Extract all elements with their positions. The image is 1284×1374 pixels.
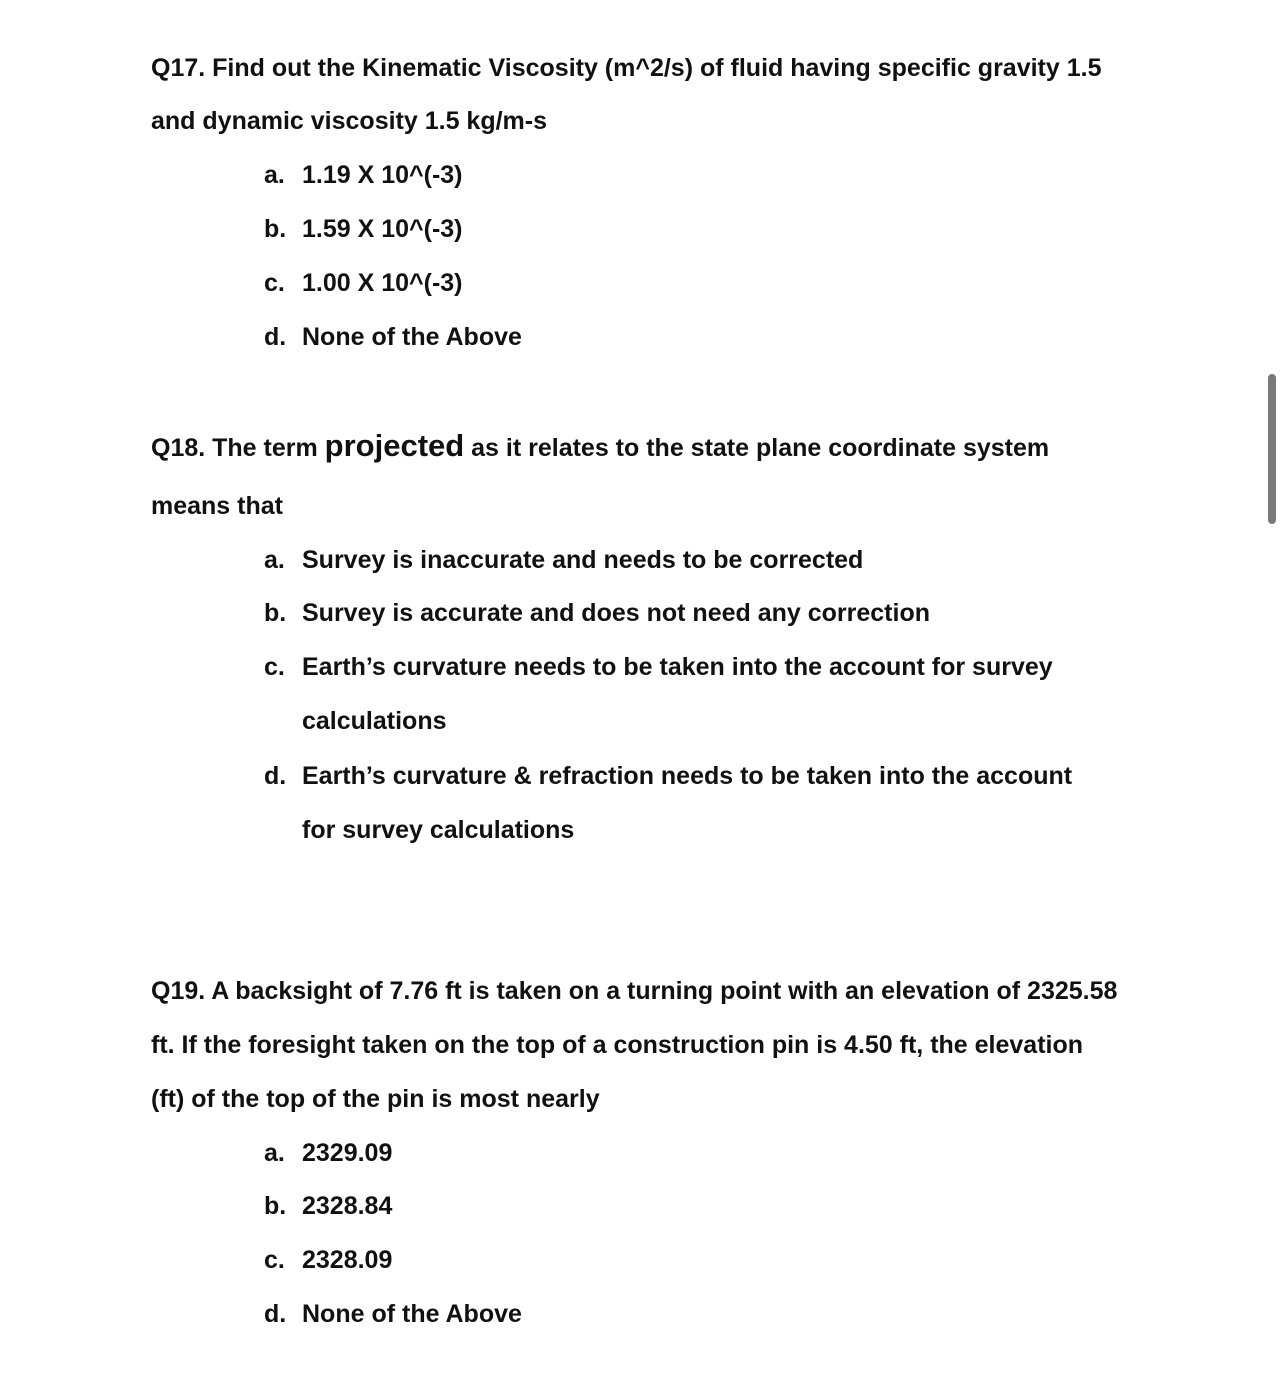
q19-stem-line1: Q19. A backsight of 7.76 ft is taken on a turning point with an elevation of 2325.58 xyxy=(151,977,1118,1005)
option-text: Earth’s curvature & refraction needs to be taken into the account xyxy=(302,762,1073,790)
option-letter: c. xyxy=(264,653,285,681)
option-letter: d. xyxy=(264,323,287,351)
option-letter: b. xyxy=(264,599,287,627)
option-text: None of the Above xyxy=(302,323,522,351)
q18-option-b xyxy=(264,599,930,627)
option-letter: a. xyxy=(264,1139,285,1167)
q17-option-c xyxy=(264,269,463,297)
q18-stem-emphasis: projected xyxy=(324,428,465,463)
q19-option-d xyxy=(264,1300,522,1328)
option-letter: d. xyxy=(264,1300,287,1328)
q18-option-c-continuation: calculations xyxy=(302,707,447,735)
option-text: Survey is accurate and does not need any correction xyxy=(302,599,930,627)
q19-stem-line3: (ft) of the top of the pin is most nearly xyxy=(151,1085,600,1113)
q18-option-d-continuation: for survey calculations xyxy=(302,816,575,844)
q18-stem-line2: means that xyxy=(151,492,283,520)
q17-stem-line2: and dynamic viscosity 1.5 kg/m-s xyxy=(151,107,547,135)
q18-option-d xyxy=(264,762,1072,790)
option-letter: a. xyxy=(264,161,285,189)
option-text: 2328.09 xyxy=(302,1246,393,1274)
option-text: None of the Above xyxy=(302,1300,522,1328)
q18-option-a xyxy=(264,546,863,574)
option-text: 2328.84 xyxy=(302,1192,393,1220)
q19-option-a xyxy=(264,1139,392,1167)
option-text: Earth’s curvature needs to be taken into the account for survey xyxy=(302,653,1053,681)
vertical-scrollbar-thumb[interactable] xyxy=(1268,374,1276,524)
option-letter: c. xyxy=(264,269,285,297)
option-text: 2329.09 xyxy=(302,1139,393,1167)
q19-option-c xyxy=(264,1246,392,1274)
option-letter: b. xyxy=(264,215,287,243)
q18-stem-line1 xyxy=(151,428,1050,463)
q17-option-b xyxy=(264,215,463,243)
q17-option-a xyxy=(264,161,463,189)
option-letter: b. xyxy=(264,1192,287,1220)
q19-stem-line2: ft. If the foresight taken on the top of a construction pin is 4.50 ft, the elevation xyxy=(151,1031,1084,1059)
q18-option-c xyxy=(264,653,1053,681)
option-letter: d. xyxy=(264,762,287,790)
q17-stem-line1: Q17. Find out the Kinematic Viscosity (m^2/s) of fluid having specific gravity 1.5 xyxy=(151,54,1102,82)
q18-stem-post: as it relates to the state plane coordinate system xyxy=(464,434,1050,462)
option-letter: c. xyxy=(264,1246,285,1274)
option-text: 1.59 X 10^(-3) xyxy=(302,215,463,243)
q19-option-b xyxy=(264,1192,392,1220)
option-text: 1.19 X 10^(-3) xyxy=(302,161,463,189)
option-text: 1.00 X 10^(-3) xyxy=(302,269,463,297)
q18-stem-pre: Q18. The term xyxy=(151,434,325,462)
option-text: Survey is inaccurate and needs to be corrected xyxy=(302,546,864,574)
option-letter: a. xyxy=(264,546,285,574)
q17-option-d xyxy=(264,323,522,351)
